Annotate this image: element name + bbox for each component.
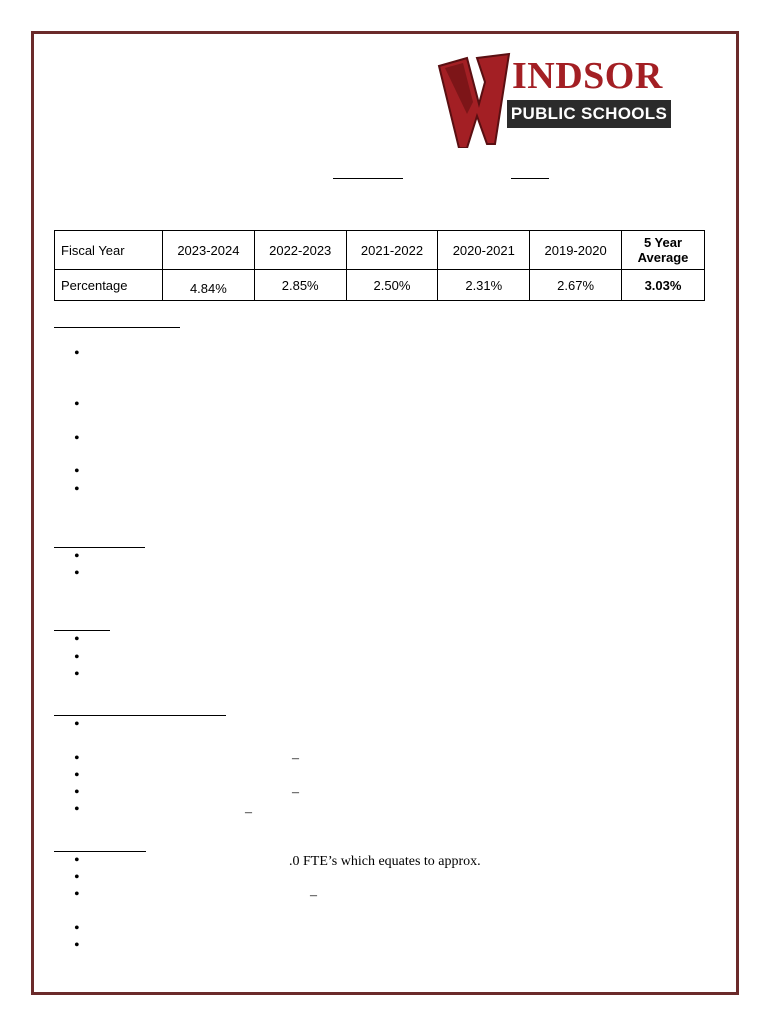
list-item — [74, 570, 82, 578]
list-item — [74, 874, 82, 882]
list-item — [74, 755, 82, 763]
section-underline — [54, 715, 226, 716]
list-item — [74, 942, 82, 950]
list-item — [74, 806, 82, 814]
title-underline-1 — [333, 178, 403, 179]
dash-mark: – — [292, 751, 299, 766]
section-underline — [54, 851, 146, 852]
fte-text: .0 FTE’s which equates to approx. — [289, 854, 481, 869]
list-item — [74, 636, 82, 644]
table-cell: 2.50% — [346, 270, 438, 301]
list-item — [74, 401, 82, 409]
windsor-public-schools-logo — [437, 52, 673, 148]
list-item — [74, 772, 82, 780]
dash-mark: – — [245, 805, 252, 820]
list-item — [74, 435, 82, 443]
section-underline — [54, 630, 110, 631]
title-underline-2 — [511, 178, 549, 179]
table-cell: 2022-2023 — [254, 231, 346, 270]
table-cell: 2.31% — [438, 270, 530, 301]
list-item — [74, 721, 82, 729]
dash-mark: – — [292, 785, 299, 800]
table-cell: 2.67% — [530, 270, 622, 301]
dash-mark: – — [310, 888, 317, 903]
table-cell: 2020-2021 — [438, 231, 530, 270]
list-item — [74, 553, 82, 561]
list-item — [74, 468, 82, 476]
logo-banner: PUBLIC SCHOOLS — [507, 100, 671, 128]
table-header-row — [55, 231, 705, 270]
percentage-table — [54, 230, 705, 301]
table-cell: Fiscal Year — [55, 231, 163, 270]
list-item — [74, 350, 82, 358]
table-cell: Percentage — [55, 270, 163, 301]
table-cell: 5 Year Average — [622, 231, 705, 270]
list-item — [74, 891, 82, 899]
list-item — [74, 925, 82, 933]
w-letter-icon — [437, 52, 517, 148]
table-cell: 2021-2022 — [346, 231, 438, 270]
table-cell: 2023-2024 — [163, 231, 255, 270]
table-row — [55, 270, 705, 301]
list-item — [74, 857, 82, 865]
list-item — [74, 486, 82, 494]
section-underline — [54, 547, 145, 548]
table-cell: 2019-2020 — [530, 231, 622, 270]
list-item — [74, 654, 82, 662]
list-item — [74, 789, 82, 797]
table-cell: 2.85% — [254, 270, 346, 301]
table-cell: 4.84% — [163, 270, 255, 301]
list-item — [74, 671, 82, 679]
section-underline — [54, 327, 180, 328]
logo-word: INDSOR — [512, 55, 663, 97]
table-cell: 3.03% — [622, 270, 705, 301]
